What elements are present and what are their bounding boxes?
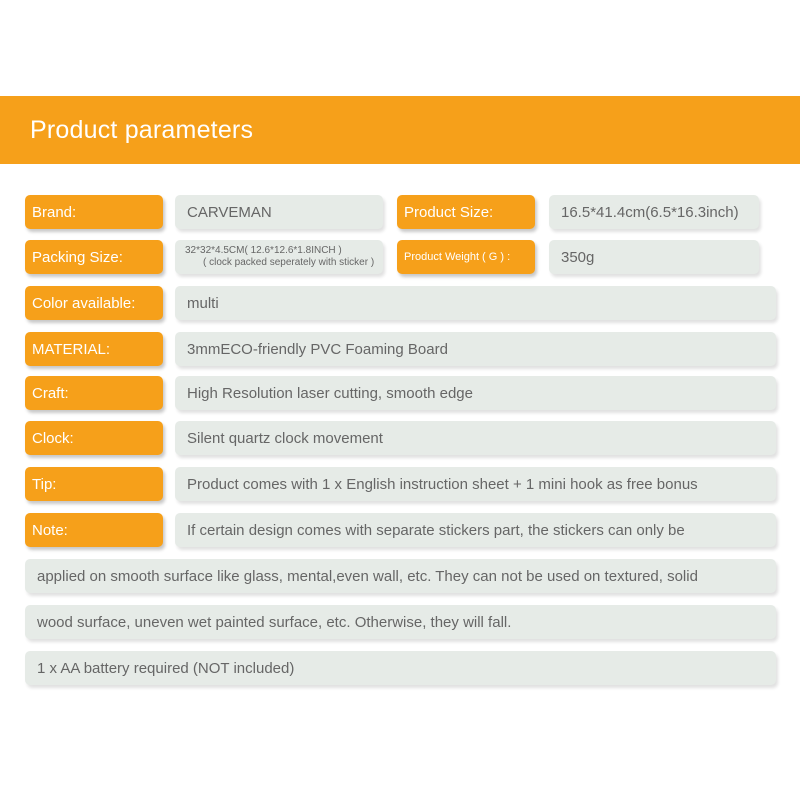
note-value-line2: applied on smooth surface like glass, mental,even wall, etc. They can not be used on textured, solid — [25, 559, 776, 593]
header-banner — [0, 96, 800, 164]
product-weight-label: Product Weight ( G ) : — [397, 240, 535, 274]
note-label: Note: — [25, 513, 163, 547]
color-label: Color available: — [25, 286, 163, 320]
tip-label: Tip: — [25, 467, 163, 501]
packing-size-label: Packing Size: — [25, 240, 163, 274]
material-value: 3mmECO-friendly PVC Foaming Board — [175, 332, 776, 366]
packing-size-value — [175, 240, 383, 274]
product-weight-value: 350g — [549, 240, 759, 274]
clock-value: Silent quartz clock movement — [175, 421, 776, 455]
brand-label: Brand: — [25, 195, 163, 229]
brand-value: CARVEMAN — [175, 195, 383, 229]
note-value-line3: wood surface, uneven wet painted surface, etc. Otherwise, they will fall. — [25, 605, 776, 639]
craft-label: Craft: — [25, 376, 163, 410]
craft-value: High Resolution laser cutting, smooth edge — [175, 376, 776, 410]
page-title: Product parameters — [30, 116, 254, 144]
battery-value: 1 x AA battery required (NOT included) — [25, 651, 776, 685]
note-value-line1: If certain design comes with separate stickers part, the stickers can only be — [175, 513, 776, 547]
clock-label: Clock: — [25, 421, 163, 455]
product-size-label: Product Size: — [397, 195, 535, 229]
tip-value: Product comes with 1 x English instruction sheet + 1 mini hook as free bonus — [175, 467, 776, 501]
product-size-value: 16.5*41.4cm(6.5*16.3inch) — [549, 195, 759, 229]
color-value: multi — [175, 286, 776, 320]
material-label: MATERIAL: — [25, 332, 163, 366]
packing-size-note: ( clock packed seperately with sticker ) — [203, 257, 375, 268]
packing-size-dimensions: 32*32*4.5CM( 12.6*12.6*1.8INCH ) — [185, 245, 342, 256]
